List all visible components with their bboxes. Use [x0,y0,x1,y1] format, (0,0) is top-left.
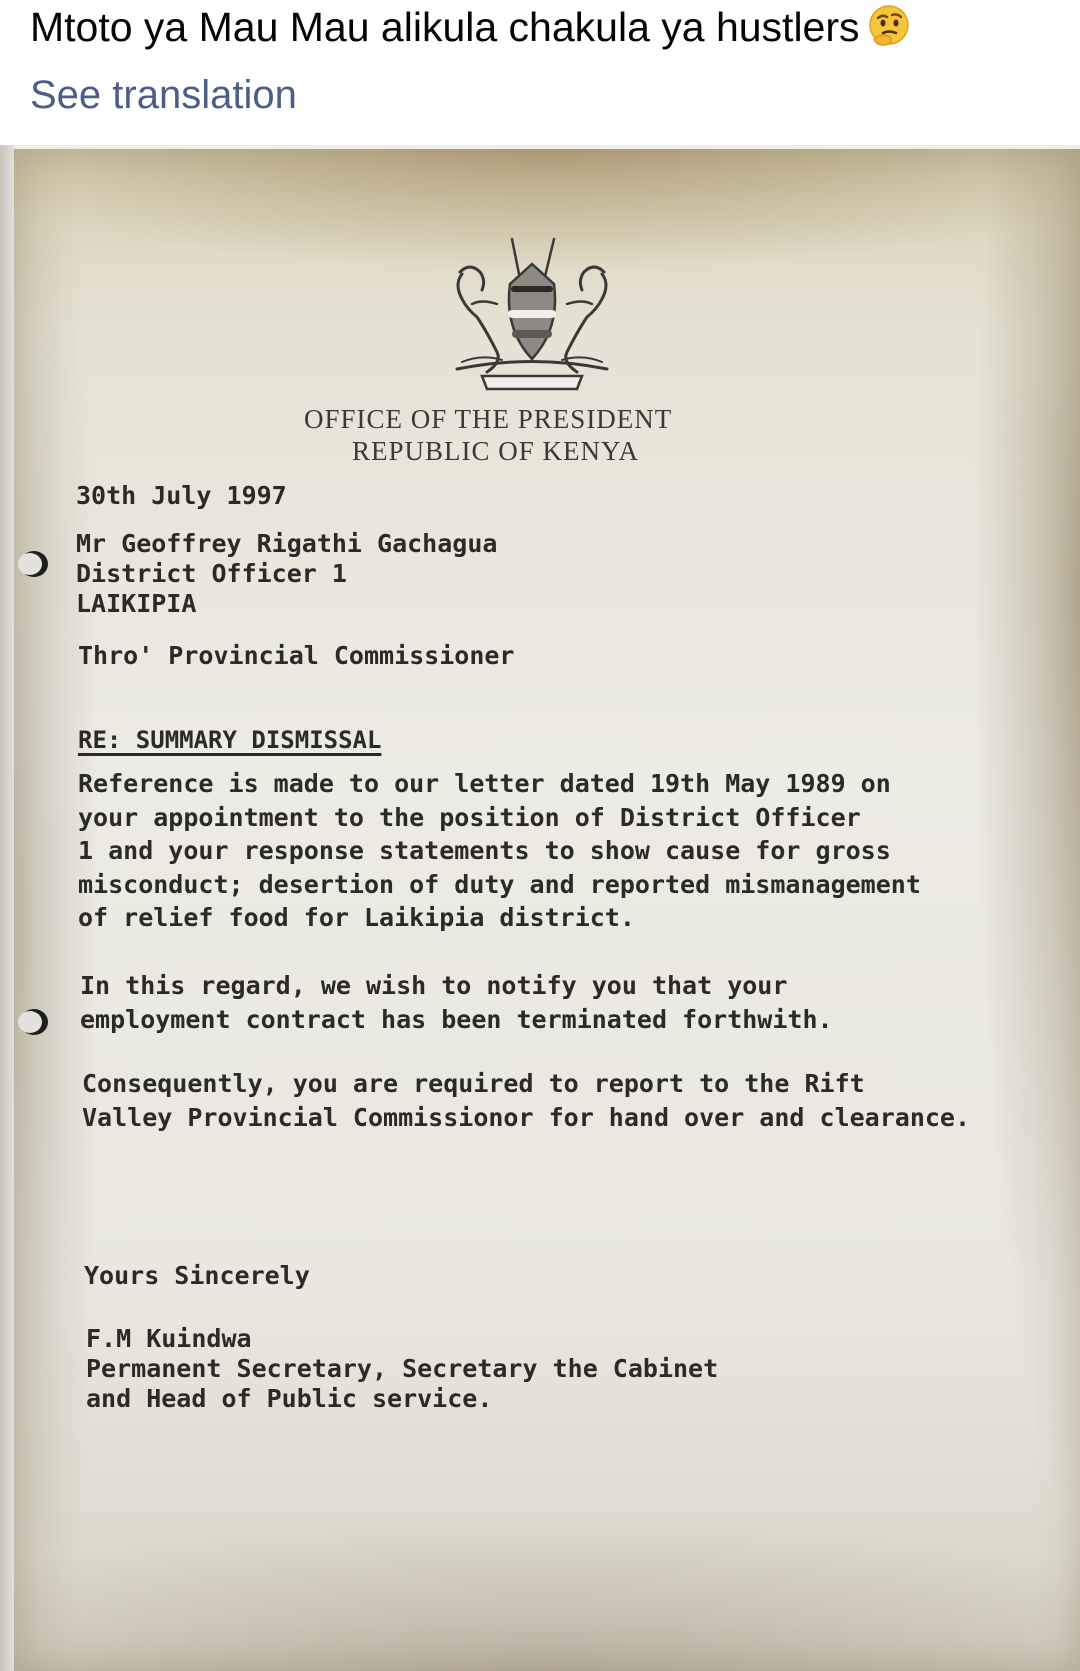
recipient-title: District Officer 1 [76,559,347,588]
paragraph-1-line-3: 1 and your response statements to show cause for gross [78,836,891,865]
see-translation-link[interactable]: See translation [30,73,297,117]
paragraph-1-line-4: misconduct; desertion of duty and reported mismanagement [78,869,921,899]
paragraph-3-line-2: Valley Provincial Commissionor for hand over and clearance. [82,1102,971,1132]
post-photo[interactable] [0,145,1080,1671]
binder-hole-lower-icon [10,1005,50,1039]
office-line-1: OFFICE OF THE PRESIDENT [304,404,673,434]
paragraph-3-line-1: Consequently, you are required to report to the Rift [82,1069,865,1098]
signatory-title-line-1: Permanent Secretary, Secretary the Cabinet [86,1354,719,1383]
thro-line: Thro' Provincial Commissioner [78,641,515,670]
signatory-title-line-2: and Head of Public service. [86,1384,493,1413]
thinking-face-icon [866,3,912,49]
coat-of-arms-icon [442,234,622,399]
letter-closing: Yours Sincerely [84,1261,310,1290]
signatory-name: F.M Kuindwa [86,1324,252,1353]
paragraph-1-line-1: Reference is made to our letter dated 19th May 1989 on [78,769,891,798]
post-caption-text: Mtoto ya Mau Mau alikula chakula ya hustlers [30,4,860,50]
paragraph-1 [78,767,921,935]
recipient-location: LAIKIPIA [76,589,197,618]
signatory-block [86,1324,718,1414]
post-header [0,0,1080,145]
paragraph-2-line-2: employment contract has been terminated forthwith. [80,1004,833,1034]
paragraph-1-line-5: of relief food for Laikipia district. [78,903,635,932]
post-caption [30,2,912,52]
recipient-name: Mr Geoffrey Rigathi Gachagua [76,529,498,558]
letter-paper [14,149,1080,1671]
paragraph-2-line-1: In this regard, we wish to notify you that your [80,971,788,1000]
binder-hole-upper-icon [10,547,50,581]
letter-date: 30th July 1997 [76,481,287,510]
office-line-2: REPUBLIC OF KENYA [352,436,640,466]
paragraph-2 [80,969,833,1036]
letter-subject: RE: SUMMARY DISMISSAL [78,726,382,754]
paragraph-1-line-2: your appointment to the position of District Officer [78,802,861,832]
paper-left-edge [0,145,14,1671]
paragraph-3 [82,1067,970,1134]
